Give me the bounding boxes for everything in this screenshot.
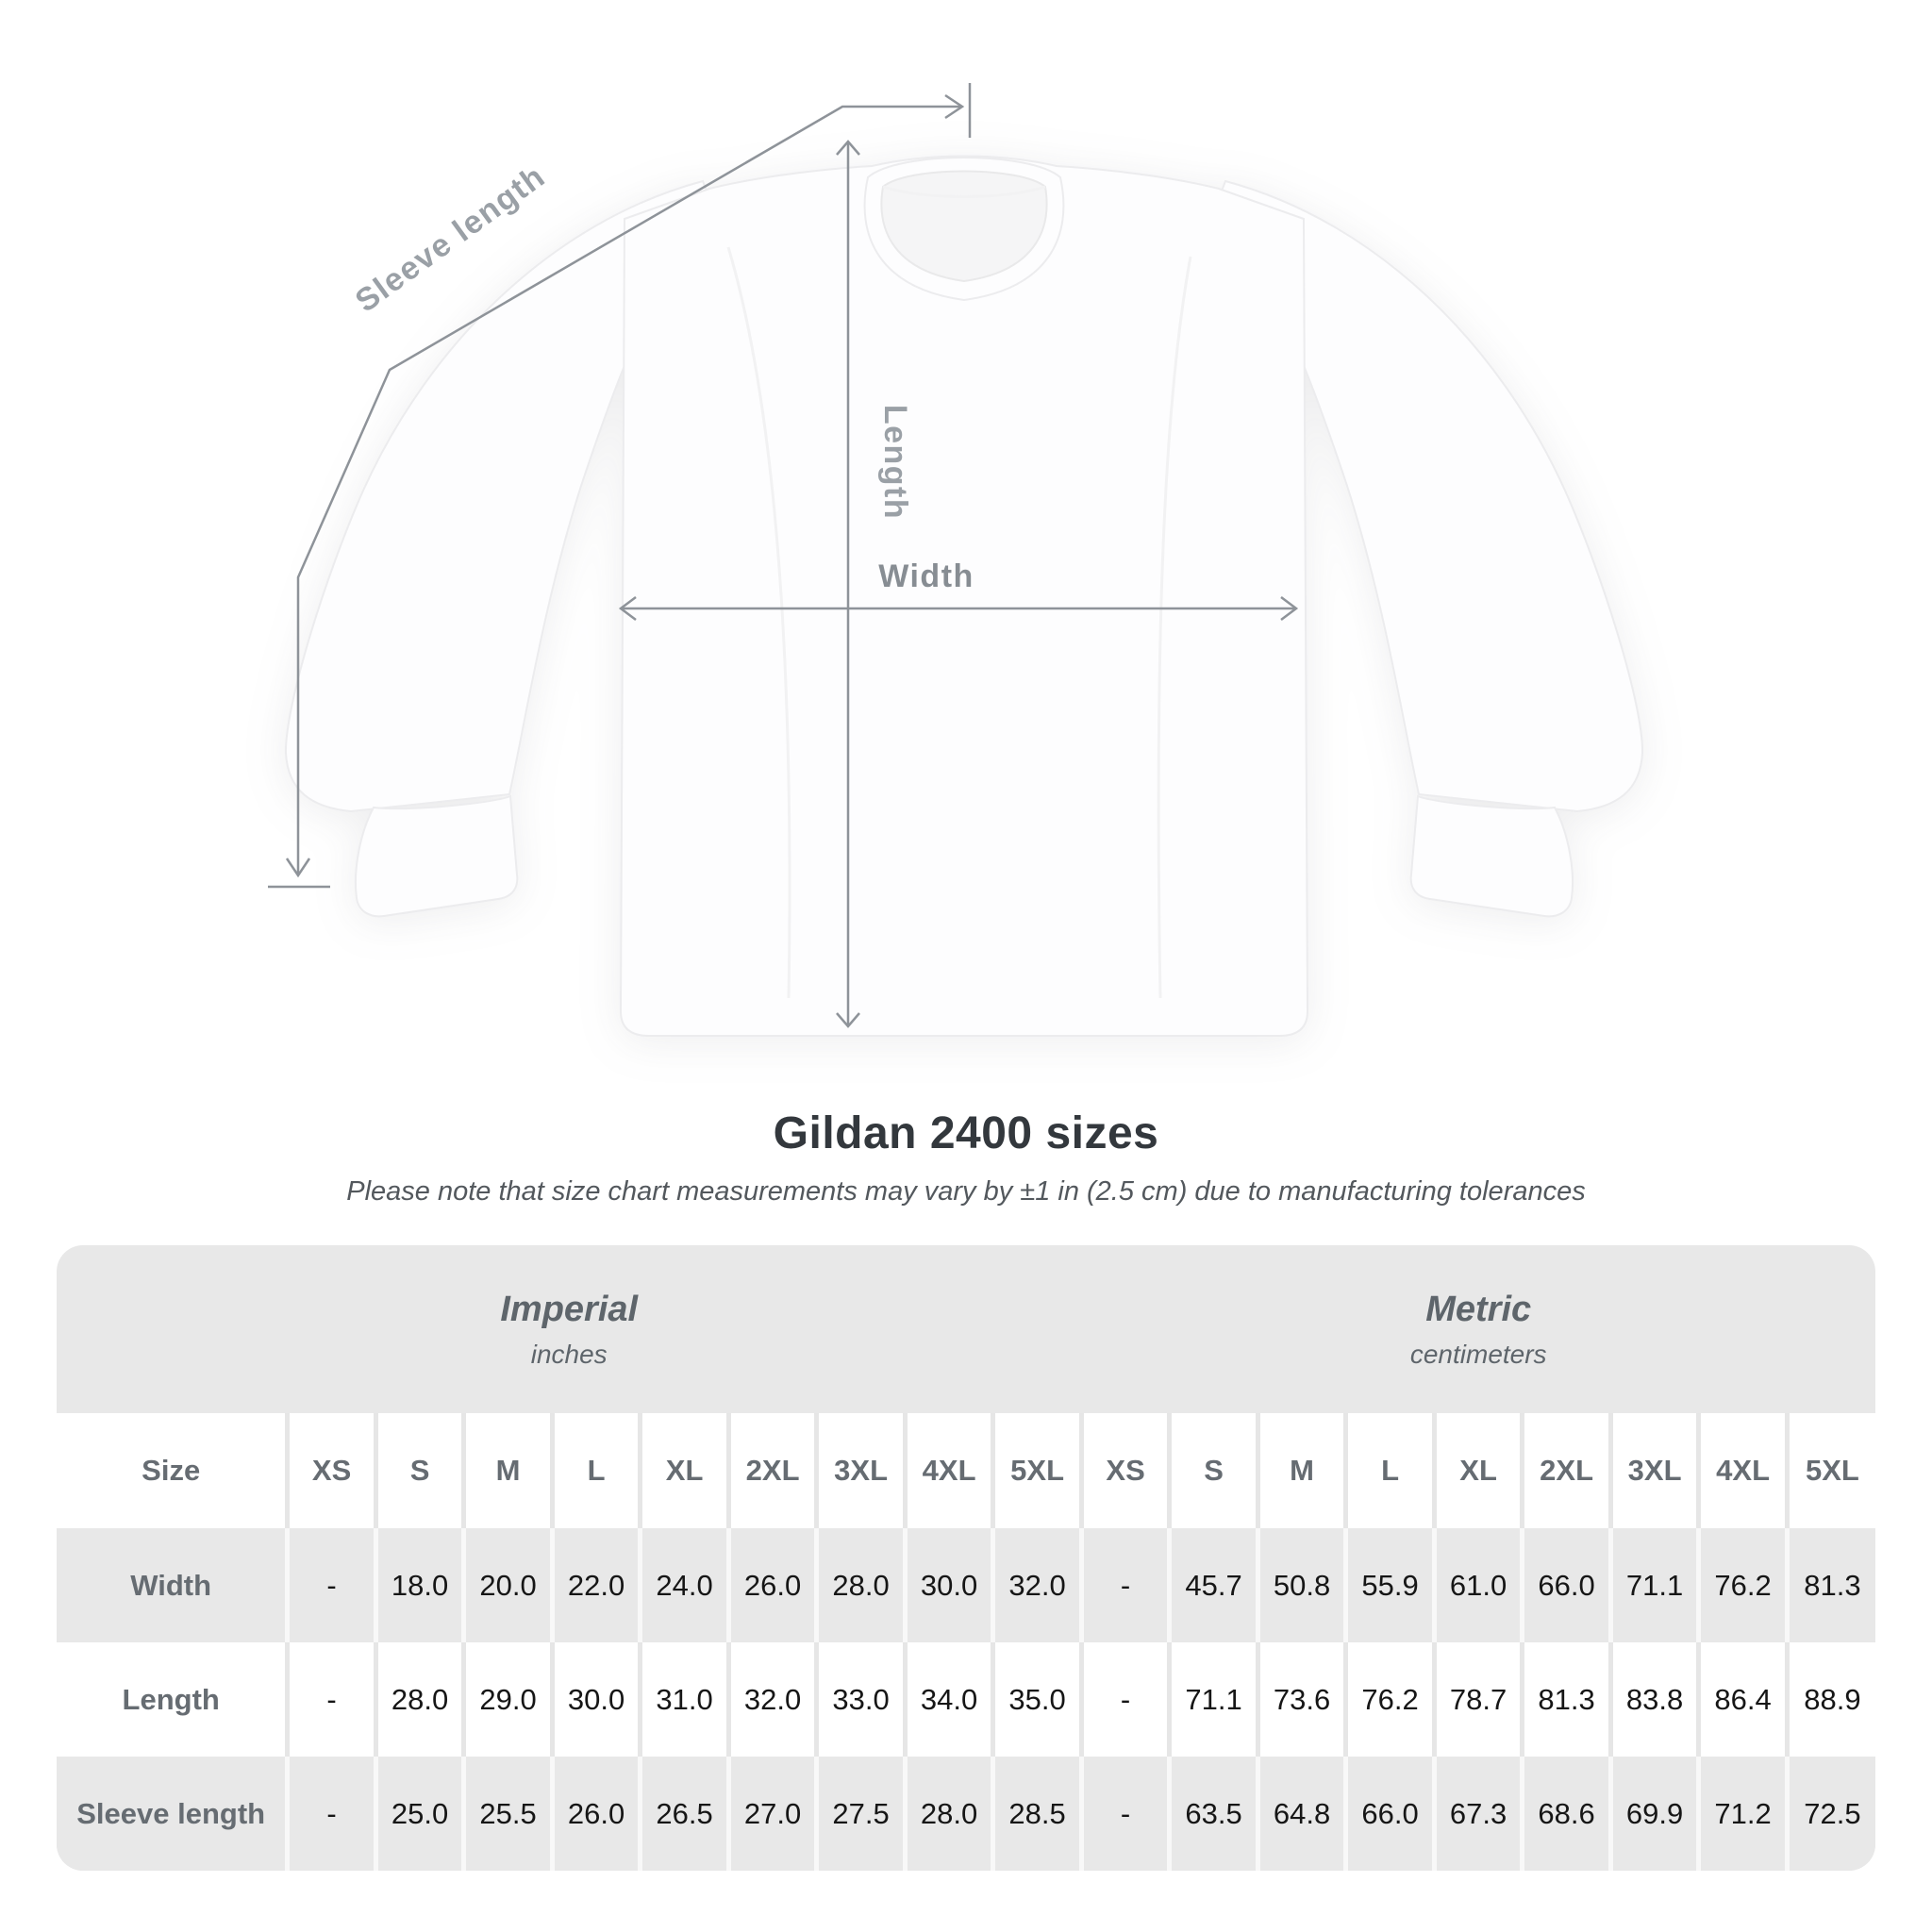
value-cell: 32.0 xyxy=(728,1642,817,1757)
value-cell: 71.2 xyxy=(1699,1757,1788,1871)
size-header: XS xyxy=(1081,1413,1170,1528)
value-cell: 76.2 xyxy=(1699,1528,1788,1642)
table-header-row xyxy=(57,1413,1875,1528)
value-cell: 33.0 xyxy=(817,1642,906,1757)
value-cell: 26.0 xyxy=(728,1528,817,1642)
value-cell: 27.5 xyxy=(817,1757,906,1871)
imperial-title: Imperial xyxy=(500,1289,639,1329)
value-cell: 45.7 xyxy=(1170,1528,1258,1642)
value-cell: 28.0 xyxy=(817,1528,906,1642)
value-cell: 18.0 xyxy=(375,1528,464,1642)
row-label: Length xyxy=(57,1642,288,1757)
value-cell: 86.4 xyxy=(1699,1642,1788,1757)
unit-header-row xyxy=(57,1245,1875,1413)
value-cell: 72.5 xyxy=(1787,1757,1875,1871)
size-header: 2XL xyxy=(728,1413,817,1528)
value-cell: 69.9 xyxy=(1610,1757,1699,1871)
value-cell: 50.8 xyxy=(1257,1528,1346,1642)
page-title: Gildan 2400 sizes xyxy=(773,1108,1159,1158)
value-cell: 26.0 xyxy=(552,1757,641,1871)
size-header: S xyxy=(375,1413,464,1528)
sleeve-length-label: Sleeve length xyxy=(348,158,553,320)
value-cell: 20.0 xyxy=(464,1528,553,1642)
value-cell: 61.0 xyxy=(1434,1528,1523,1642)
size-header: XS xyxy=(288,1413,376,1528)
size-header: XL xyxy=(641,1413,729,1528)
size-header: M xyxy=(464,1413,553,1528)
value-cell: 67.3 xyxy=(1434,1757,1523,1871)
value-cell: 30.0 xyxy=(552,1642,641,1757)
value-cell: 78.7 xyxy=(1434,1642,1523,1757)
size-table xyxy=(57,1413,1875,1871)
value-cell: 66.0 xyxy=(1523,1528,1611,1642)
size-header: 2XL xyxy=(1523,1413,1611,1528)
value-cell: 28.0 xyxy=(905,1757,993,1871)
value-cell: 88.9 xyxy=(1787,1642,1875,1757)
value-cell: 28.0 xyxy=(375,1642,464,1757)
value-cell: 55.9 xyxy=(1346,1528,1435,1642)
value-cell: 25.5 xyxy=(464,1757,553,1871)
metric-section-header xyxy=(1081,1290,1875,1370)
value-cell: 25.0 xyxy=(375,1757,464,1871)
size-chart xyxy=(57,1245,1875,1871)
metric-title: Metric xyxy=(1425,1289,1532,1329)
value-cell: - xyxy=(288,1642,376,1757)
value-cell: 83.8 xyxy=(1610,1642,1699,1757)
value-cell: 71.1 xyxy=(1610,1528,1699,1642)
value-cell: 32.0 xyxy=(993,1528,1082,1642)
size-header: 3XL xyxy=(1610,1413,1699,1528)
width-label: Width xyxy=(878,558,974,594)
sleeve-length-row xyxy=(57,1757,1875,1871)
value-cell: 34.0 xyxy=(905,1642,993,1757)
value-cell: - xyxy=(1081,1528,1170,1642)
value-cell: 64.8 xyxy=(1257,1757,1346,1871)
length-row xyxy=(57,1642,1875,1757)
value-cell: 31.0 xyxy=(641,1642,729,1757)
size-header: L xyxy=(1346,1413,1435,1528)
imperial-unit: inches xyxy=(530,1339,608,1369)
size-header: 4XL xyxy=(1699,1413,1788,1528)
size-header: M xyxy=(1257,1413,1346,1528)
size-header: XL xyxy=(1434,1413,1523,1528)
value-cell: - xyxy=(288,1757,376,1871)
size-header: 5XL xyxy=(993,1413,1082,1528)
metric-unit: centimeters xyxy=(1409,1339,1547,1369)
value-cell: - xyxy=(288,1528,376,1642)
value-cell: 66.0 xyxy=(1346,1757,1435,1871)
size-header: L xyxy=(552,1413,641,1528)
size-header: 3XL xyxy=(817,1413,906,1528)
value-cell: 28.5 xyxy=(993,1757,1082,1871)
size-header: S xyxy=(1170,1413,1258,1528)
length-label: Length xyxy=(877,404,913,521)
row-label: Width xyxy=(57,1528,288,1642)
value-cell: 76.2 xyxy=(1346,1642,1435,1757)
value-cell: 26.5 xyxy=(641,1757,729,1871)
shirt-illustration xyxy=(286,157,1642,1037)
imperial-section-header xyxy=(57,1290,1081,1370)
row-label: Sleeve length xyxy=(57,1757,288,1871)
size-header: 4XL xyxy=(905,1413,993,1528)
width-row xyxy=(57,1528,1875,1642)
value-cell: 71.1 xyxy=(1170,1642,1258,1757)
value-cell: 30.0 xyxy=(905,1528,993,1642)
value-cell: 81.3 xyxy=(1523,1642,1611,1757)
value-cell: 27.0 xyxy=(728,1757,817,1871)
size-column-header: Size xyxy=(57,1413,288,1528)
tolerance-note: Please note that size chart measurements may vary by ±1 in (2.5 cm) due to manufacturing tolerances xyxy=(346,1176,1586,1207)
size-header: 5XL xyxy=(1787,1413,1875,1528)
value-cell: 29.0 xyxy=(464,1642,553,1757)
value-cell: 73.6 xyxy=(1257,1642,1346,1757)
value-cell: 22.0 xyxy=(552,1528,641,1642)
value-cell: 63.5 xyxy=(1170,1757,1258,1871)
value-cell: 24.0 xyxy=(641,1528,729,1642)
value-cell: - xyxy=(1081,1642,1170,1757)
value-cell: 81.3 xyxy=(1787,1528,1875,1642)
value-cell: 35.0 xyxy=(993,1642,1082,1757)
value-cell: 68.6 xyxy=(1523,1757,1611,1871)
value-cell: - xyxy=(1081,1757,1170,1871)
